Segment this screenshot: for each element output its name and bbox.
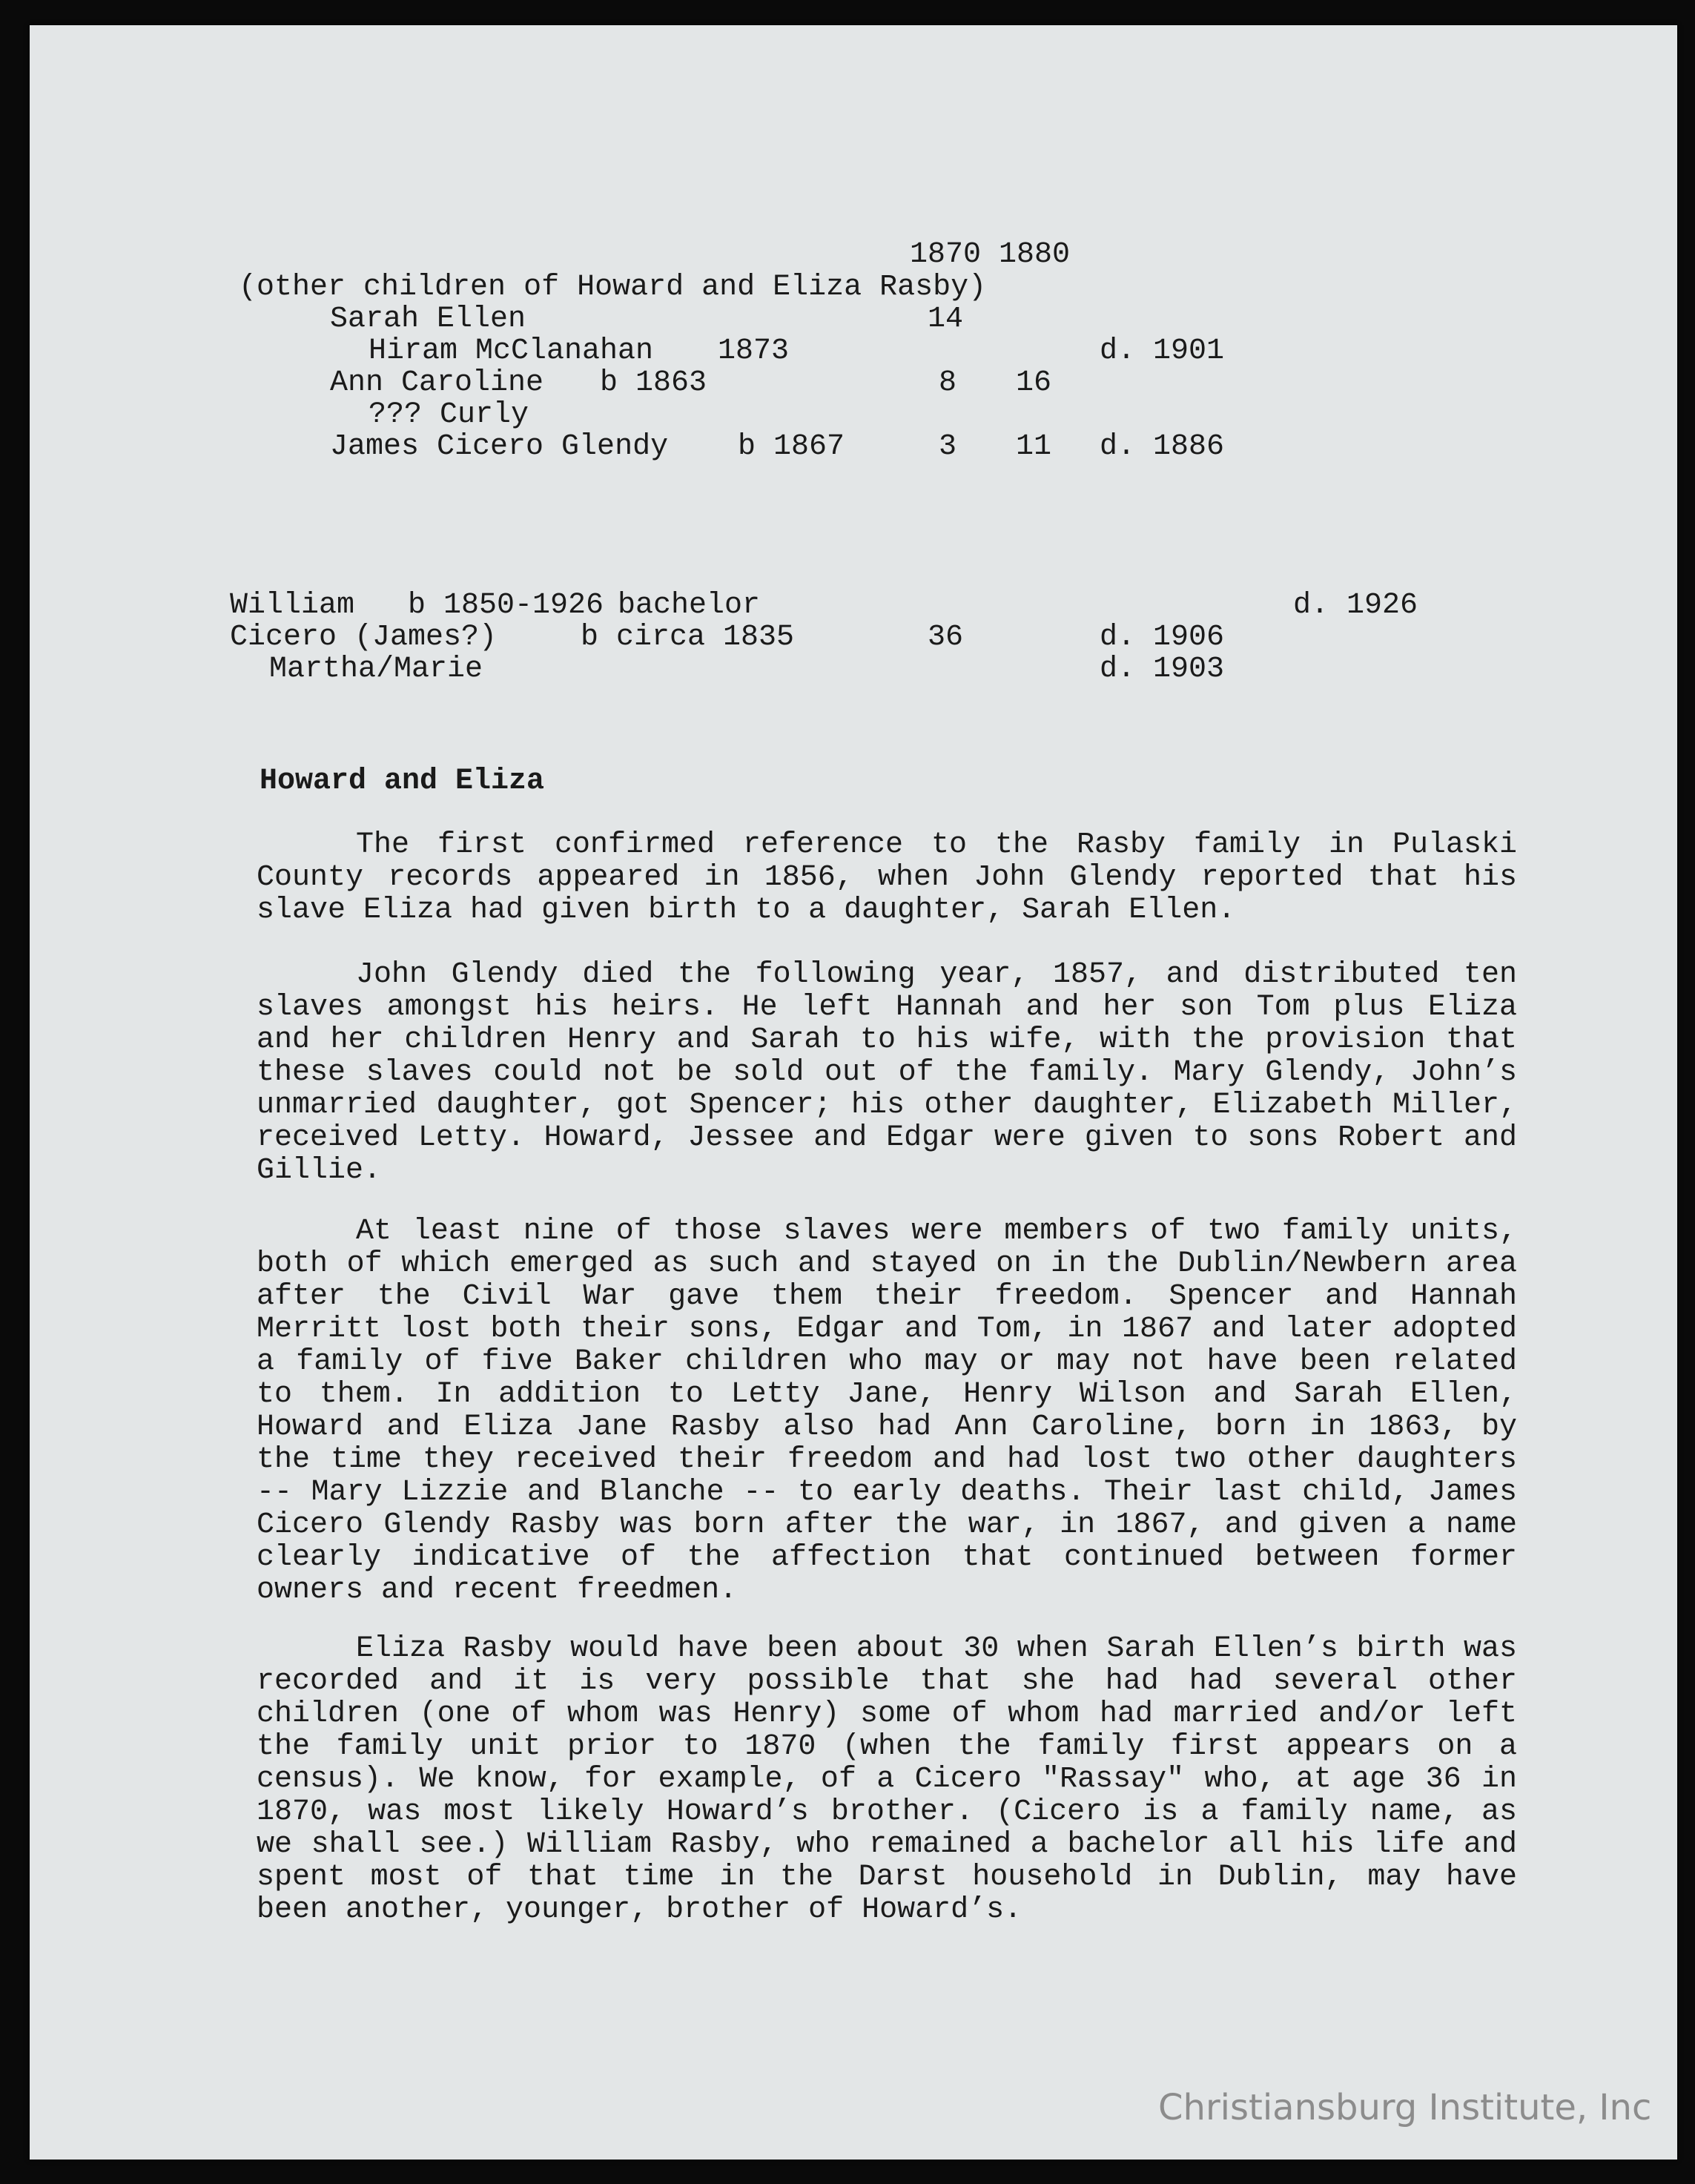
row-name: Ann Caroline bbox=[330, 366, 544, 400]
row-death: d. 1886 bbox=[1100, 430, 1225, 463]
row-name: William bbox=[230, 589, 355, 622]
row-birth: b 1867 bbox=[738, 430, 845, 463]
row-name: Sarah Ellen bbox=[330, 303, 526, 336]
row-name: Martha/Marie bbox=[269, 653, 483, 686]
row-name: ??? Curly bbox=[369, 398, 529, 432]
paragraph bbox=[257, 829, 1517, 927]
row-count-1880: 16 bbox=[1016, 366, 1052, 400]
row-count-1870: 3 bbox=[939, 430, 957, 463]
row-birth: b 1850-1926 bbox=[408, 589, 604, 622]
row-death: d. 1906 bbox=[1100, 621, 1225, 654]
document-page bbox=[30, 25, 1677, 2160]
section-heading: Howard and Eliza bbox=[260, 765, 545, 798]
paragraph bbox=[257, 1633, 1517, 1927]
paragraph-text: The first confirmed reference to the Rasby family in Pulaski County records appeared in 1856, when John Glendy reported that his slave Eliza had given birth to a daughter, Sarah Ellen. bbox=[257, 828, 1517, 927]
row-count-1870: 14 bbox=[928, 303, 964, 336]
row-birth: 1873 bbox=[718, 334, 790, 368]
paragraph bbox=[257, 1215, 1517, 1607]
row-count-1880: 11 bbox=[1016, 430, 1052, 463]
row-death: d. 1926 bbox=[1293, 589, 1418, 622]
row-note: bachelor bbox=[618, 589, 761, 622]
row-death: d. 1901 bbox=[1100, 334, 1225, 368]
row-count-1870: 8 bbox=[939, 366, 957, 400]
row-name: James Cicero Glendy bbox=[330, 430, 669, 463]
table-caption: (other children of Howard and Eliza Rasby) bbox=[239, 271, 987, 304]
paragraph-text: At least nine of those slaves were members of two family units, both of which emerged as such and stayed on in the Dublin/Newbern area after the Civil War gave them their freedom. Spencer and Hannah Merritt lost both their sons, Edgar and Tom, in 1867 and later adopted a family of five Baker children who may or may not have been related to them. In addition to Letty Jane, Henry Wilson and Sarah Ellen, Howard and Eliza Jane Rasby also had Ann Caroline, born in 1863, by the time they received their freedom and had lost two other daughters -- Mary Lizzie and Blanche -- to early deaths. Their last child, James Cicero Glendy Rasby was born after the war, in 1867, and given a name clearly indicative of the affection that continued between former owners and recent freedmen. bbox=[257, 1215, 1517, 1607]
row-name: Cicero (James?) bbox=[230, 621, 498, 654]
paragraph-text: Eliza Rasby would have been about 30 when Sarah Ellen’s birth was recorded and it is very possible that she had had several other children (one of whom was Henry) some of whom had married and/or left the family unit prior to 1870 (when the family first appears on a census). We know, for example, of a Cicero "Rassay" who, at age 36 in 1870, was most likely Howard’s brother. (Cicero is a family name, as we shall see.) William Rasby, who remained a bachelor all his life and spent most of that time in the Darst household in Dublin, may have been another, younger, brother of Howard’s. bbox=[257, 1632, 1517, 1927]
paragraph bbox=[257, 959, 1517, 1187]
census-year-header: 1870 1880 bbox=[910, 238, 1071, 271]
row-name: Hiram McClanahan bbox=[369, 334, 654, 368]
row-birth: b circa 1835 bbox=[581, 621, 795, 654]
row-death: d. 1903 bbox=[1100, 653, 1225, 686]
paragraph-text: John Glendy died the following year, 1857, and distributed ten slaves amongst his heirs. He left Hannah and her son Tom plus Eliza and her children Henry and Sarah to his wife, with the provision that these slaves could not be sold out of the family. Mary Glendy, John’s unmarried daughter, got Spencer; his other daughter, Elizabeth Miller, received Letty. Howard, Jessee and Edgar were given to sons Robert and Gillie. bbox=[257, 958, 1517, 1187]
row-count-1870: 36 bbox=[928, 621, 964, 654]
watermark: Christiansburg Institute, Inc bbox=[1158, 2087, 1652, 2128]
row-birth: b 1863 bbox=[600, 366, 707, 400]
